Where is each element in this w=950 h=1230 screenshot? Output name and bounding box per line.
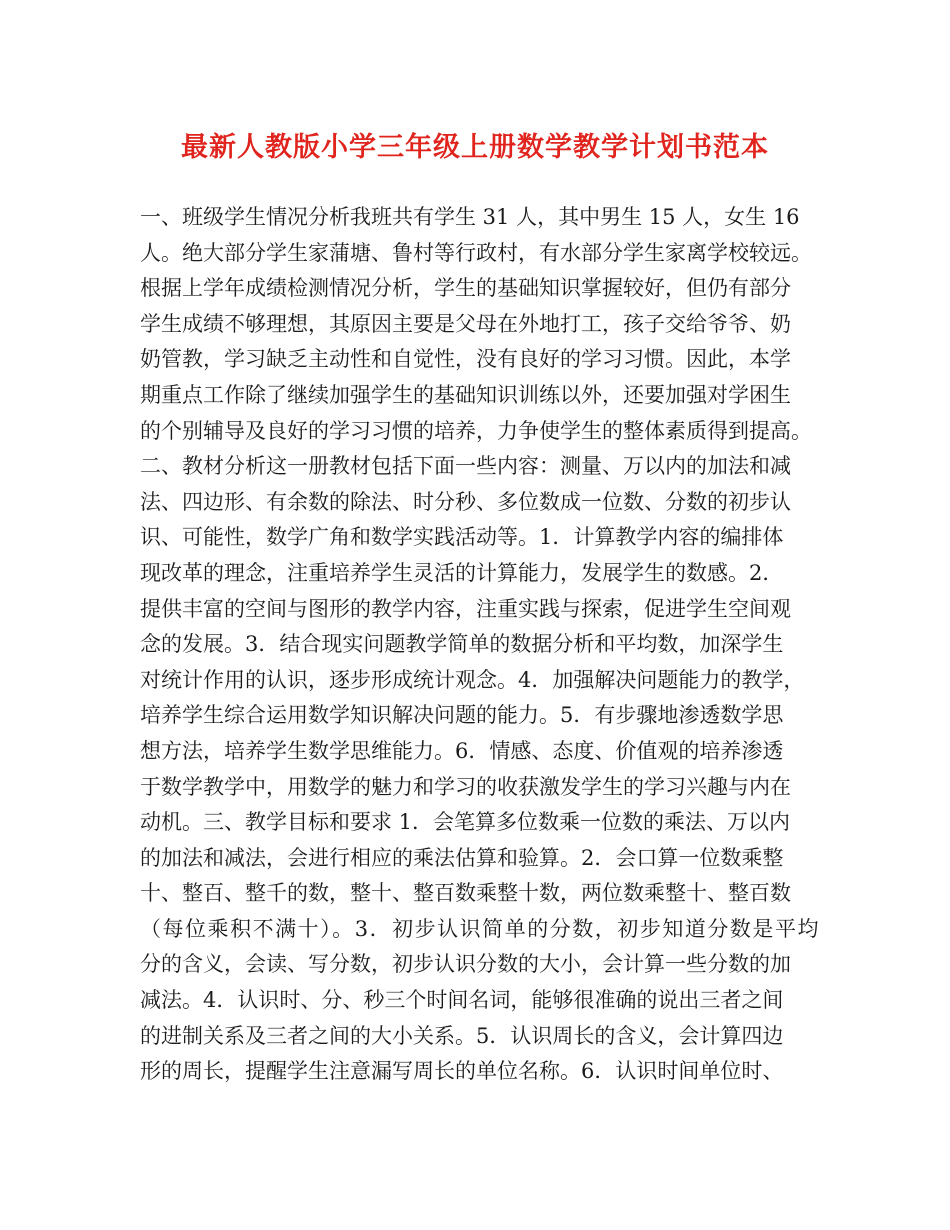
body-line: 二、教材分析这一册教材包括下面一些内容：测量、万以内的加法和减 (140, 454, 791, 479)
body-line: 念的发展。3．结合现实问题教学简单的数据分析和平均数，加深学生 (140, 632, 784, 657)
body-line: 分的含义，会读、写分数，初步认识分数的大小，会计算一些分数的加 (140, 952, 791, 977)
body-line: 法、四边形、有余数的除法、时分秒、多位数成一位数、分数的初步认 (140, 489, 791, 514)
body-line: 的个别辅导及良好的学习习惯的培养，力争使学生的整体素质得到提高。 (140, 418, 812, 443)
document-title: 最新人教版小学三年级上册数学教学计划书范本 (181, 132, 769, 163)
body-line: 的加法和减法，会进行相应的乘法估算和验算。2．会口算一位数乘整 (140, 845, 784, 870)
document-body (140, 200, 820, 1090)
body-line: 想方法，培养学生数学思维能力。6．情感、态度、价值观的培养渗透 (140, 738, 784, 763)
body-line: 对统计作用的认识，逐步形成统计观念。4．加强解决问题能力的教学， (140, 667, 805, 692)
body-line: （每位乘积不满十）。3．初步认识简单的分数，初步知道分数是平均 (140, 916, 820, 941)
body-line: 于数学教学中，用数学的魅力和学习的收获激发学生的学习兴趣与内在 (140, 774, 791, 799)
body-line: 根据上学年成绩检测情况分析，学生的基础知识掌握较好，但仍有部分 (140, 276, 791, 301)
body-line: 期重点工作除了继续加强学生的基础知识训练以外，还要加强对学困生 (140, 382, 791, 407)
body-line: 形的周长，提醒学生注意漏写周长的单位名称。6．认识时间单位时、 (140, 1059, 784, 1084)
body-line: 的进制关系及三者之间的大小关系。5．认识周长的含义，会计算四边 (140, 1023, 784, 1048)
body-line: 十、整百、整千的数，整十、整百数乘整十数，两位数乘整十、整百数 (140, 881, 791, 906)
body-line: 人。绝大部分学生家蒲塘、鲁村等行政村，有水部分学生家离学校较远。 (140, 240, 812, 265)
body-line: 奶管教，学习缺乏主动性和自觉性，没有良好的学习习惯。因此，本学 (140, 347, 791, 372)
body-line: 现改革的理念，注重培养学生灵活的计算能力，发展学生的数感。2． (140, 560, 784, 585)
body-line: 学生成绩不够理想，其原因主要是父母在外地打工，孩子交给爷爷、奶 (140, 311, 791, 336)
body-line: 减法。4．认识时、分、秒三个时间名词，能够很准确的说出三者之间 (140, 988, 784, 1013)
body-line: 培养学生综合运用数学知识解决问题的能力。5．有步骤地渗透数学思 (140, 703, 784, 728)
body-line: 提供丰富的空间与图形的教学内容，注重实践与探索，促进学生空间观 (140, 596, 791, 621)
body-line: 动机。三、教学目标和要求 1．会笔算多位数乘一位数的乘法、万以内 (140, 810, 791, 835)
body-line: 识、可能性，数学广角和数学实践活动等。1．计算教学内容的编排体 (140, 525, 784, 550)
body-line: 一、班级学生情况分析我班共有学生 31 人，其中男生 15 人，女生 16 (140, 205, 800, 229)
